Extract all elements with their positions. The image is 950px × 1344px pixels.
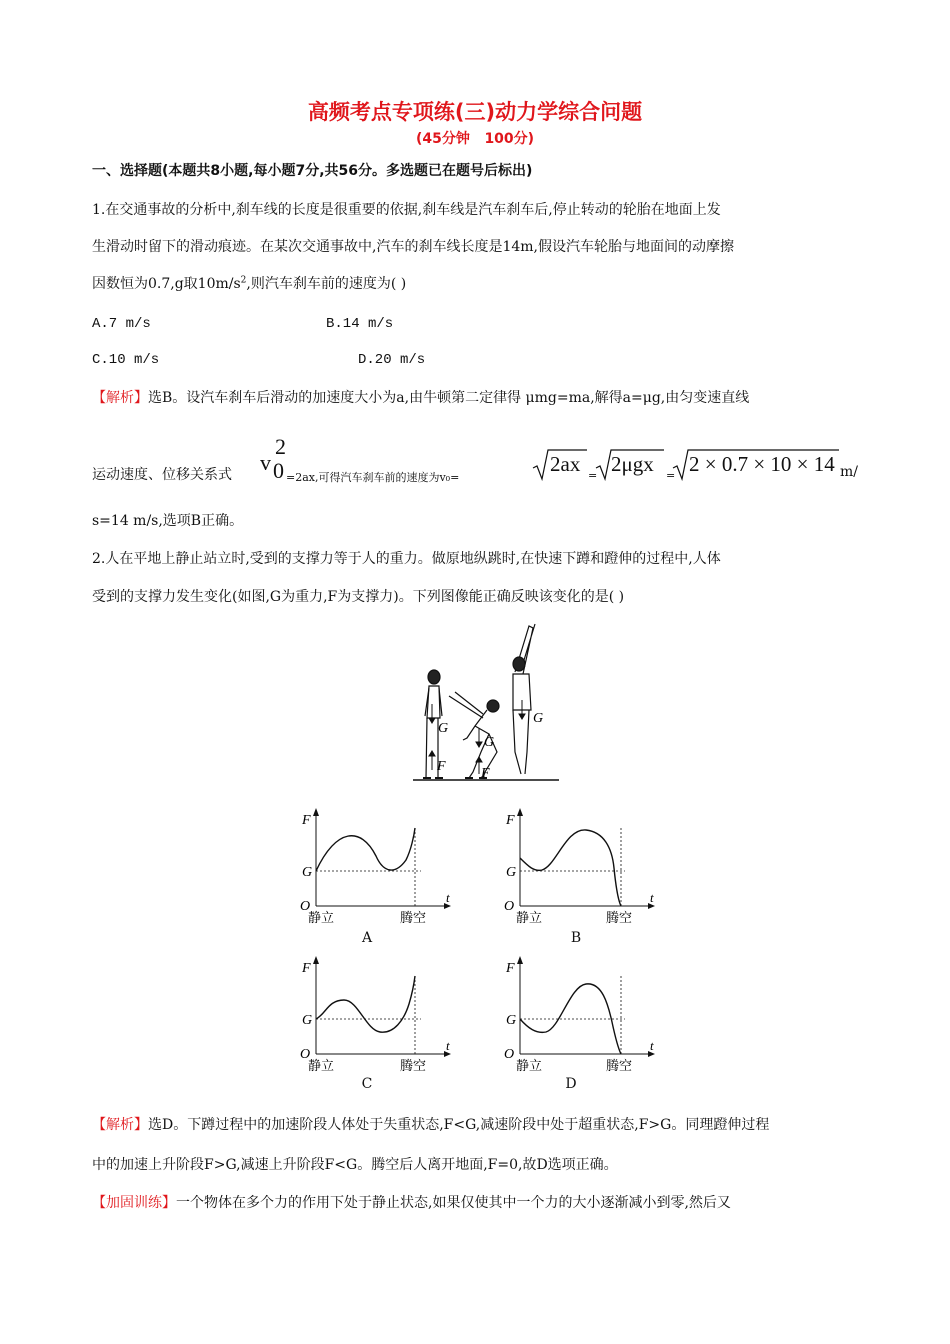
q1-option-c: C.10 m/s bbox=[92, 352, 160, 368]
origin-label: O bbox=[504, 899, 515, 914]
g-label: G bbox=[506, 865, 517, 880]
reinforce-text: 一个物体在多个力的作用下处于静止状态,如果仅使其中一个力的大小逐渐减小到零,然后又 bbox=[176, 1195, 731, 1211]
graph-c-label: C bbox=[361, 1076, 373, 1092]
q1-line-3-tail: ,则汽车刹车前的速度为( ) bbox=[246, 276, 407, 292]
q1-analysis-line-1 bbox=[92, 387, 749, 407]
q1-option-a: A.7 m/s bbox=[92, 316, 151, 332]
graph-c bbox=[296, 956, 456, 1076]
y-axis-arrow bbox=[517, 808, 523, 816]
axis-y-label: F bbox=[506, 961, 515, 976]
reinforce-tag: 【加固训练】 bbox=[92, 1195, 176, 1211]
force-curve bbox=[316, 828, 415, 871]
graph-b-label: B bbox=[570, 930, 582, 946]
start-label: 静立 bbox=[308, 911, 335, 926]
eq-1: = bbox=[588, 469, 598, 482]
start-label: 静立 bbox=[308, 1059, 335, 1074]
figure-f-label-1: F bbox=[437, 759, 446, 774]
formula-v: v bbox=[260, 450, 271, 475]
q2-analysis-line-1 bbox=[92, 1114, 769, 1134]
formula-sub: 0 bbox=[273, 458, 284, 483]
superscript-2: 2 bbox=[240, 275, 247, 286]
figure-g-label-3: G bbox=[533, 711, 544, 726]
q2-analysis-line-2: 中的加速上升阶段F>G,减速上升阶段F<G。腾空后人离开地面,F=0,故D选项正确。 bbox=[92, 1157, 618, 1173]
page-title: 高频考点专项练(三)动力学综合问题 bbox=[307, 100, 643, 124]
graph-d bbox=[500, 956, 660, 1076]
q1-line-2: 生滑动时留下的滑动痕迹。在某次交通事故中,汽车的刹车线长度是14m,假设汽车轮胎与地面间的动摩擦 bbox=[92, 239, 734, 255]
origin-label: O bbox=[300, 1047, 311, 1062]
formula-sup: 2 bbox=[275, 434, 286, 459]
y-axis-arrow bbox=[313, 956, 319, 964]
q1-line-3 bbox=[92, 273, 406, 293]
sqrt-3-content: 2 × 0.7 × 10 × 14 bbox=[689, 452, 835, 476]
force-curve bbox=[520, 830, 621, 906]
g-label: G bbox=[506, 1013, 517, 1028]
q1-line-1: 1.在交通事故的分析中,刹车线的长度是很重要的依据,刹车线是汽车刹车后,停止转动的轮胎在地面上发 bbox=[92, 202, 721, 218]
figure-f-label-2: F bbox=[481, 766, 490, 781]
formula-eq1: =2ax,可得汽车刹车前的速度为v₀= bbox=[286, 471, 460, 484]
axis-y-label: F bbox=[302, 813, 311, 828]
g-label: G bbox=[302, 1013, 313, 1028]
unit-tail: m/ bbox=[840, 464, 858, 480]
q1-option-b: B.14 m/s bbox=[326, 316, 394, 332]
graph-b bbox=[500, 808, 660, 928]
q1-line-3-text: 因数恒为0.7,g取10m/s bbox=[92, 276, 241, 292]
sqrt-2-content: 2μgx bbox=[611, 452, 654, 476]
end-label: 腾空 bbox=[606, 911, 633, 926]
origin-label: O bbox=[504, 1047, 515, 1062]
graph-a-label: A bbox=[361, 930, 373, 946]
axis-x-label: t bbox=[650, 1038, 654, 1053]
origin-label: O bbox=[300, 899, 311, 914]
reinforce-line bbox=[92, 1192, 731, 1212]
end-label: 腾空 bbox=[400, 911, 427, 926]
q2-line-1: 2.人在平地上静止站立时,受到的支撑力等于人的重力。做原地纵跳时,在快速下蹲和蹬伸的过程中,人体 bbox=[92, 551, 721, 567]
y-axis-arrow bbox=[517, 956, 523, 964]
axis-x-label: t bbox=[446, 890, 450, 905]
start-label: 静立 bbox=[516, 911, 543, 926]
graph-d-label: D bbox=[565, 1076, 577, 1092]
force-curve bbox=[316, 976, 415, 1032]
axis-y-label: F bbox=[506, 813, 515, 828]
q2-line-2: 受到的支撑力发生变化(如图,G为重力,F为支撑力)。下列图像能正确反映该变化的是( ) bbox=[92, 589, 625, 605]
q1-analysis-text: 选B。设汽车刹车后滑动的加速度大小为a,由牛顿第二定律得 μmg=ma,解得a=μg,由匀变速直线 bbox=[148, 390, 750, 406]
q2-analysis-text: 选D。下蹲过程中的加速阶段人体处于失重状态,F<G,减速阶段中处于超重状态,F>G。同理蹬伸过程 bbox=[148, 1117, 770, 1133]
analysis-tag: 【解析】 bbox=[92, 1117, 148, 1133]
analysis-tag: 【解析】 bbox=[92, 390, 148, 406]
eq-2: = bbox=[666, 469, 676, 482]
g-label: G bbox=[302, 865, 313, 880]
q1-option-d: D.20 m/s bbox=[358, 352, 426, 368]
figure-g-label-2: G bbox=[484, 735, 495, 750]
axis-y-label: F bbox=[302, 961, 311, 976]
formula-prefix: 运动速度、位移关系式 bbox=[92, 467, 232, 483]
axis-x-label: t bbox=[650, 890, 654, 905]
start-label: 静立 bbox=[516, 1059, 543, 1074]
jump-figure bbox=[405, 622, 563, 786]
end-label: 腾空 bbox=[400, 1059, 427, 1074]
page-subtitle: (45分钟 100分) bbox=[415, 131, 535, 147]
q1-analysis-line-3: s=14 m/s,选项B正确。 bbox=[92, 513, 244, 529]
axis-x-label: t bbox=[446, 1038, 450, 1053]
sqrt-1-content: 2ax bbox=[550, 452, 581, 476]
y-axis-arrow bbox=[313, 808, 319, 816]
jumping-person bbox=[513, 624, 535, 774]
end-label: 腾空 bbox=[606, 1059, 633, 1074]
section-heading: 一、选择题(本题共8小题,每小题7分,共56分。多选题已在题号后标出) bbox=[92, 163, 533, 179]
graph-a bbox=[296, 808, 456, 928]
figure-g-label-1: G bbox=[438, 721, 449, 736]
